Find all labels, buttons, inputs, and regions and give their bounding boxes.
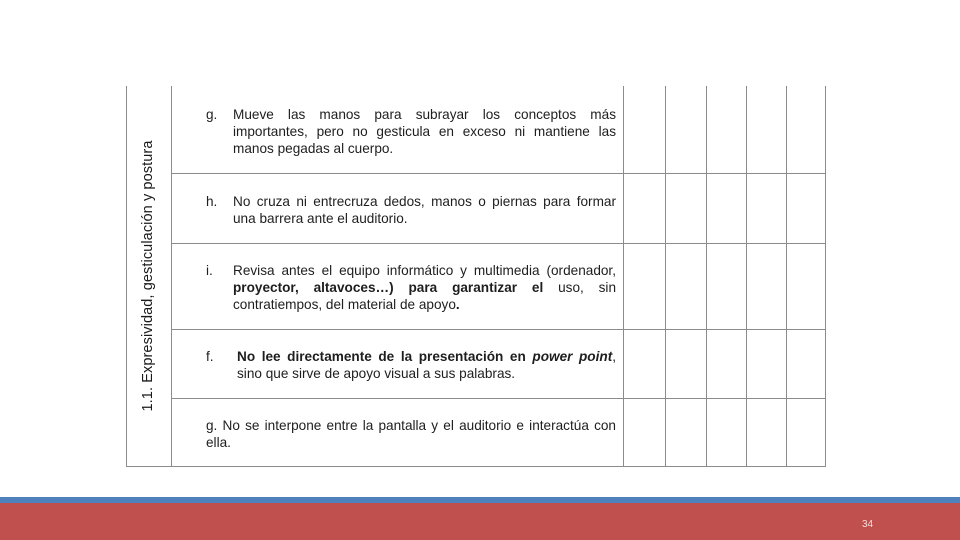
rubric-table [126,86,826,467]
footer-bar [0,497,960,540]
criterion-text-bold: No lee directamente de la presentación en [237,349,533,364]
criterion-text: g. No se interpone entre la pantalla y el auditorio e interactúa con ella. [206,418,616,450]
criterion-text [237,348,616,382]
criterion-text: No cruza ni entrecruza dedos, manos o piernas para formar una barrera ante el auditorio. [233,194,616,226]
criterion-text [233,262,616,313]
criterion-letter: g. [206,107,218,122]
criterion-g2 [206,417,616,451]
criterion-g [206,106,616,157]
criterion-text-part: uso, sin contratiempos, del material de apoyo [233,280,616,312]
criterion-text-bold: proyector, altavoces…) para garantizar el [233,280,544,295]
section-label: 1.1. Expresividad, gesticulación y postura [140,140,156,412]
criterion-text-part: Revisa antes el equipo informático y multimedia (ordenador, [233,263,616,278]
slide-number: 34 [862,519,874,530]
criterion-letter: i. [206,263,213,278]
criterion-letter: h. [206,194,218,209]
footer-red-band [0,503,960,540]
criterion-i [206,262,616,313]
criterion-f [206,348,616,382]
section-label-cell [126,86,170,467]
criterion-text-part: , sino que sirve de apoyo visual a sus palabras. [237,349,616,381]
criterion-text: Mueve las manos para subrayar los conceptos más importantes, pero no gesticula en exceso ni mantiene las manos pegadas al cuerpo. [233,107,616,156]
criterion-text-period: . [455,297,460,312]
criterion-letter: f. [206,349,214,364]
criterion-h [206,193,616,227]
criterion-text-bold-italic: power point [532,349,613,364]
